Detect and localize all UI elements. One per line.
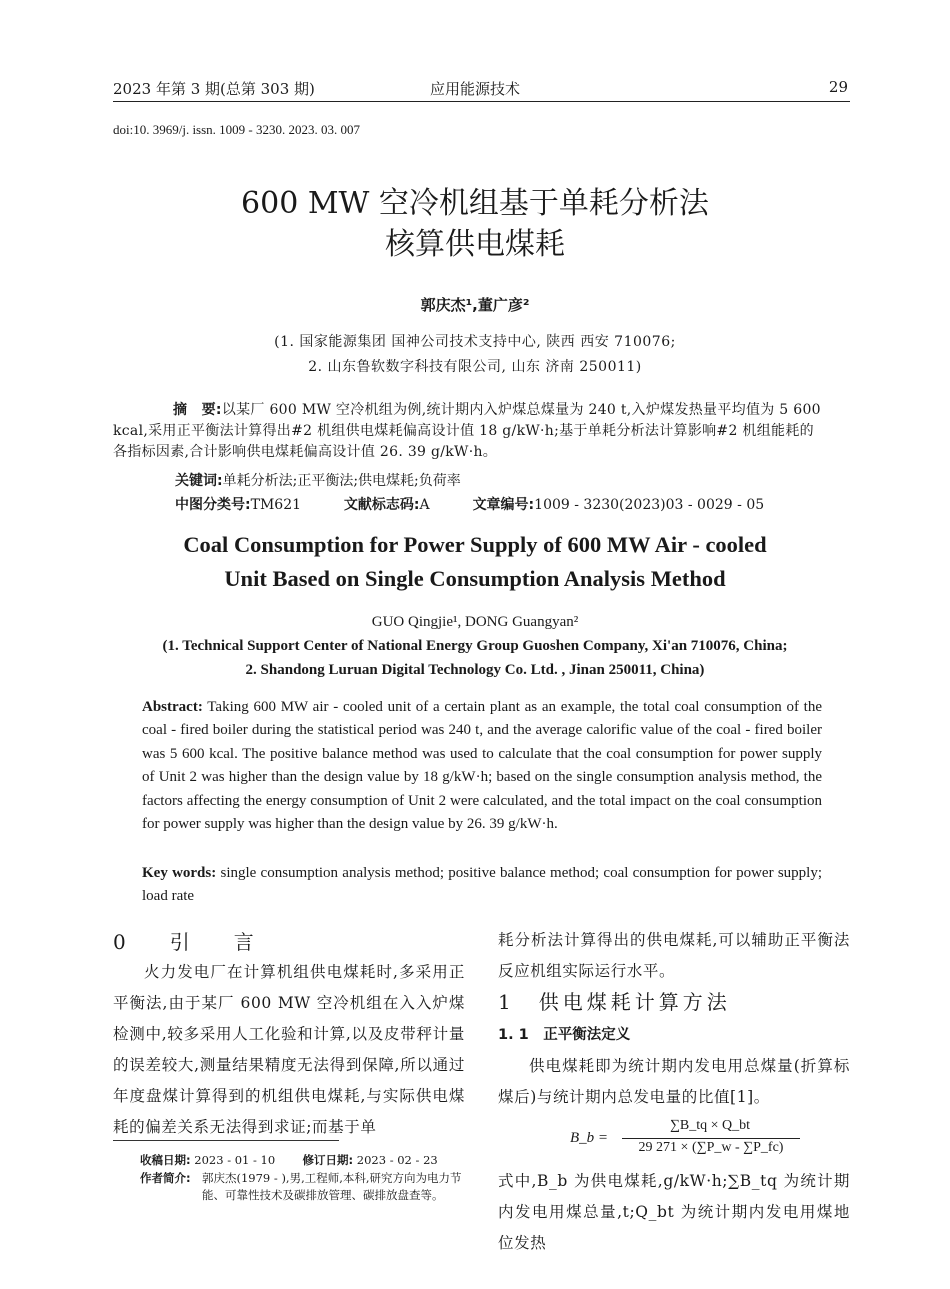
received-label: 收稿日期: [140,1153,191,1167]
section-1-1-definition: 供电煤耗即为统计期内发电用总煤量(折算标煤后)与统计期内总发电量的比值[1]。 [498,1057,850,1106]
doc-code-label: 文献标志码: [343,497,420,513]
running-header-journal: 应用能源技术 [429,80,520,98]
title-zh-line1: 600 MW 空冷机组基于单耗分析法 [241,186,709,221]
classification-line [175,494,764,514]
section-0-heading: 0 引 言 [113,930,266,954]
formula-coal-consumption [560,1118,850,1162]
abstract-zh [113,400,825,463]
authors-en: GUO Qingjie¹, DONG Guangyan² [371,614,579,630]
section-1-1-heading: 1. 1 正平衡法定义 [498,1027,631,1043]
abstract-zh-text: 以某厂 600 MW 空冷机组为例,统计期内入炉煤总煤量为 240 t,入炉煤发热量平均值为 5 600 kcal,采用正平衡法计算得出#2 机组供电煤耗偏高设计值 18 g/kW·h;基于单耗分析法计算影响#2 机组能耗的各指标因素,合计影响供电煤耗偏高设计值 26. 39 g/kW·h。 [113,402,821,460]
title-zh-line2: 核算供电煤耗 [385,227,565,262]
revised-date: 2023 - 02 - 23 [356,1153,438,1167]
article-number-label: 文章编号: [472,497,535,513]
footnote-dates [140,1152,438,1169]
authors-zh: 郭庆杰¹,董广彦² [420,296,530,314]
formula-numerator: ∑B_tq × Q_bt [669,1118,751,1133]
affiliation-en-1: (1. Technical Support Center of National Energy Group Guoshen Company, Xi'an 710076, China; [162,638,788,654]
header-divider [113,101,850,102]
keywords-zh [175,470,461,490]
clc-label: 中图分类号: [175,497,251,513]
footnote-author-bio [140,1170,470,1204]
keywords-zh-label: 关键词: [175,473,223,489]
clc-value: TM621 [250,497,302,513]
abstract-en [142,696,822,836]
footnote-divider [113,1140,339,1141]
abstract-zh-label: 摘 要: [173,402,222,418]
keywords-zh-text: 单耗分析法;正平衡法;供电煤耗;负荷率 [222,473,461,489]
revised-label: 修订日期: [302,1153,354,1167]
abstract-en-label: Abstract: [142,699,203,715]
formula-where-clause: 式中,B_b 为供电煤耗,g/kW·h;∑B_tq 为统计期内发电用煤总量,t;Q_bt 为统计期内发电用煤地位发热 [498,1172,850,1252]
abstract-en-text: Taking 600 MW air - cooled unit of a certain plant as an example, the total coal consumption of the coal - fired boiler during the statistical period was 240 t, and the average calorific value of the coal - fired boiler was 5 600 kcal. The positive balance method was used to calculate that the coal consumption for power supply of Unit 2 was higher than the design value by 18 g/kW·h; based on the single consumption analysis method, the factors affecting the energy consumption of Unit 2 were calculated, and the total impact on the coal consumption for power supply was higher than the design value by 26. 39 g/kW·h. [142,699,822,833]
section-0-continuation: 耗分析法计算得出的供电煤耗,可以辅助正平衡法反应机组实际运行水平。 [498,931,850,980]
doi: doi:10. 3969/j. issn. 1009 - 3230. 2023. 03. 007 [113,122,361,137]
article-number-value: 1009 - 3230(2023)03 - 0029 - 05 [534,497,765,513]
affiliation-en-2: 2. Shandong Luruan Digital Technology Co. Ltd. , Jinan 250011, China) [245,662,705,678]
affiliation-zh-1: (1. 国家能源集团 国神公司技术支持中心, 陕西 西安 710076; [274,334,676,350]
title-en-line2: Unit Based on Single Consumption Analysis Method [224,566,726,591]
keywords-en-text: single consumption analysis method; positive balance method; coal consumption for power supply; load rate [142,865,822,905]
doc-code-value: A [419,497,430,513]
affiliation-zh-2: 2. 山东鲁软数字科技有限公司, 山东 济南 250011) [308,359,642,375]
title-en-line1: Coal Consumption for Power Supply of 600 MW Air - cooled [183,532,767,557]
bio-text: 郭庆杰(1979 - ),男,工程师,本科,研究方向为电力节能、可靠性技术及碳排放管理、碳排放盘查等。 [202,1171,462,1202]
section-0-paragraph: 火力发电厂在计算机组供电煤耗时,多采用正平衡法,由于某厂 600 MW 空冷机组在入入炉煤检测中,较多采用人工化验和计算,以及皮带秤计量的误差较大,测量结果精度无法得到保障,所以通过年度盘煤计算得到的机组供电煤耗,与实际供电煤耗的偏差关系无法得到求证;而基于单 [113,963,465,1136]
formula-denominator: 29 271 × (∑P_w - ∑P_fc) [638,1140,784,1155]
formula-lhs: B_b = [570,1130,609,1146]
keywords-en [142,862,822,909]
page-number: 29 [828,78,848,96]
running-header-issue: 2023 年第 3 期(总第 303 期) [113,80,315,98]
fraction-bar [622,1138,800,1139]
bio-label: 作者简介: [140,1171,191,1185]
section-1-heading: 1 供电煤耗计算方法 [498,990,731,1014]
received-date: 2023 - 01 - 10 [194,1153,276,1167]
keywords-en-label: Key words: [142,865,217,881]
